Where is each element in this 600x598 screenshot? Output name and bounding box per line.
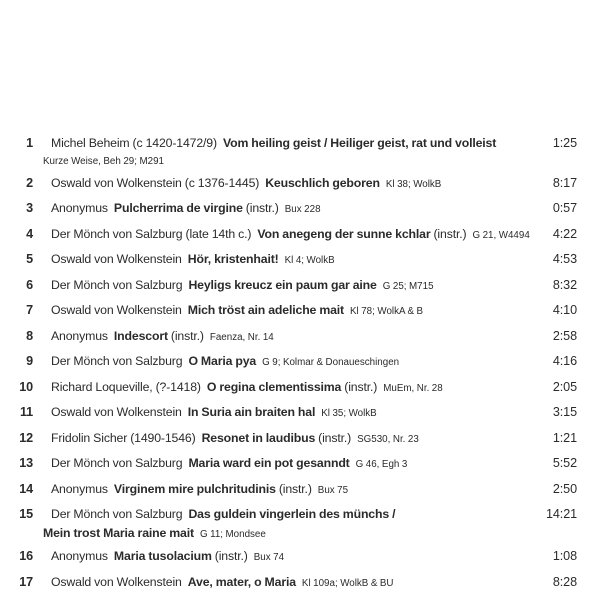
- track-number: 3: [26, 201, 33, 215]
- track-catalog-reference: SG530, Nr. 23: [357, 433, 419, 445]
- track-instrumental-note: (instr.): [278, 481, 312, 496]
- track-row: [17, 199, 577, 220]
- track-row: [17, 573, 577, 594]
- track-instrumental-note: (instr.): [170, 328, 204, 343]
- track-composer: Anonymus: [51, 201, 108, 215]
- track-duration: 0:57: [552, 201, 577, 215]
- track-row: [17, 480, 577, 501]
- track-info-line1: [51, 329, 274, 343]
- track-number: 4: [26, 226, 33, 241]
- track-duration: 14:21: [545, 507, 577, 521]
- track-title: Das guldein vingerlein des münchs /: [188, 507, 396, 521]
- track-composer: Oswald von Wolkenstein: [51, 252, 182, 266]
- track-title: O Maria pya: [188, 354, 257, 368]
- track-info: [43, 352, 535, 373]
- track-composer: Der Mönch von Salzburg: [51, 456, 183, 470]
- track-title: In Suria ain braiten hal: [187, 405, 316, 419]
- track-composer: Oswald von Wolkenstein (c 1376-1445): [51, 175, 260, 190]
- track-info: [43, 199, 535, 220]
- track-catalog-reference: Kl 38; WolkB: [385, 178, 442, 190]
- track-catalog-reference: G 25; M715: [382, 280, 434, 292]
- track-number: 12: [19, 430, 33, 445]
- track-duration: 8:32: [552, 277, 577, 292]
- track-info-line1: [51, 176, 441, 190]
- track-composer: Der Mönch von Salzburg: [51, 354, 183, 368]
- track-duration: 4:53: [552, 252, 577, 266]
- track-catalog-reference: Bux 75: [317, 484, 349, 496]
- track-title: O regina clementissima: [206, 379, 342, 394]
- track-duration: 3:15: [552, 405, 577, 419]
- track-row: [17, 378, 577, 399]
- track-number: 8: [26, 328, 33, 343]
- track-title-continued: Mein trost Maria raine mait: [43, 525, 194, 540]
- track-row: [17, 134, 577, 169]
- track-duration: 1:21: [552, 430, 577, 445]
- track-row: [17, 174, 577, 195]
- track-duration: 2:05: [552, 379, 577, 394]
- track-duration: 4:22: [552, 226, 577, 241]
- track-catalog-reference: Bux 74: [253, 552, 285, 563]
- track-number: 17: [19, 574, 33, 589]
- track-instrumental-note: (instr.): [245, 201, 279, 215]
- track-duration: 8:28: [552, 574, 577, 589]
- track-number: 11: [19, 405, 33, 419]
- track-composer: Der Mönch von Salzburg: [51, 277, 183, 292]
- track-info: [43, 547, 535, 568]
- track-catalog-reference: Faenza, Nr. 14: [209, 331, 274, 343]
- track-duration: 1:08: [552, 549, 577, 563]
- track-instrumental-note: (instr.): [344, 379, 378, 394]
- track-catalog-reference-line2: G 11; Mondsee: [199, 528, 266, 540]
- track-catalog-reference: Kl 35; WolkB: [321, 408, 377, 419]
- track-composer: Fridolin Sicher (1490-1546): [51, 430, 196, 445]
- track-title: Maria tusolacium: [113, 549, 212, 563]
- track-row: [17, 403, 577, 424]
- track-row: [17, 352, 577, 373]
- track-info: [43, 174, 535, 195]
- track-info-line1: [51, 252, 335, 266]
- track-row: [17, 276, 577, 297]
- track-info-line1: [51, 575, 394, 589]
- track-catalog-reference: Kl 4; WolkB: [284, 255, 335, 266]
- track-info: [43, 573, 535, 594]
- track-title: Vom heiling geist / Heiliger geist, rat und volleist: [222, 136, 497, 150]
- track-row: [17, 454, 577, 475]
- track-number: 10: [19, 379, 33, 394]
- track-info: [43, 378, 535, 399]
- track-catalog-reference: Kl 78; WolkA & B: [350, 306, 424, 317]
- track-info-line1: [51, 136, 496, 150]
- track-catalog-reference: MuEm, Nr. 28: [383, 382, 443, 394]
- track-composer: Michel Beheim (c 1420-1472/9): [51, 136, 217, 150]
- track-title: Virginem mire pulchritudinis: [113, 481, 276, 496]
- track-info: [43, 429, 535, 450]
- track-composer: Der Mönch von Salzburg: [51, 507, 183, 521]
- track-title: Mich tröst ain adeliche mait: [187, 303, 344, 317]
- track-info-line1: [51, 380, 443, 394]
- track-catalog-reference: G 21, W4494: [472, 229, 530, 241]
- track-number: 13: [19, 456, 33, 470]
- track-row: [17, 429, 577, 450]
- track-composer: Der Mönch von Salzburg (late 14th c.): [51, 226, 252, 241]
- track-info-line1: [51, 431, 419, 445]
- track-row: [17, 327, 577, 348]
- track-title: Indescort: [113, 328, 168, 343]
- track-duration: 4:16: [552, 354, 577, 368]
- track-info-line1: [51, 354, 399, 368]
- track-row: [17, 547, 577, 568]
- track-info: [43, 454, 535, 475]
- track-composer: Anonymus: [51, 328, 108, 343]
- track-info: [43, 301, 535, 322]
- track-composer: Anonymus: [51, 549, 108, 563]
- track-info-line1: [51, 405, 377, 419]
- track-number: 16: [19, 549, 33, 563]
- track-info-line1: [51, 303, 423, 317]
- track-composer: Richard Loqueville, (?-1418): [51, 379, 201, 394]
- track-source-note: Kurze Weise, Beh 29; M291: [43, 155, 165, 167]
- track-instrumental-note: (instr.): [318, 430, 352, 445]
- track-composer: Oswald von Wolkenstein: [51, 405, 182, 419]
- track-title: Ave, mater, o Maria: [187, 574, 296, 589]
- track-info: [43, 505, 535, 542]
- track-duration: 2:58: [552, 328, 577, 343]
- track-duration: 1:25: [552, 136, 577, 150]
- track-info-line1: [51, 227, 530, 241]
- track-number: 2: [26, 175, 33, 190]
- track-info: [43, 250, 535, 271]
- track-info: [43, 225, 535, 246]
- track-duration: 5:52: [552, 456, 577, 470]
- track-number: 14: [19, 481, 33, 496]
- track-info-line1: [51, 549, 284, 563]
- track-info-line1: [51, 278, 434, 292]
- track-info: [43, 276, 535, 297]
- track-number: 1: [26, 136, 33, 150]
- track-catalog-reference: Bux 228: [284, 204, 321, 215]
- track-info: [43, 403, 535, 424]
- track-number: 7: [26, 303, 33, 317]
- track-info-line2: [43, 153, 535, 169]
- track-catalog-reference: Kl 109a; WolkB & BU: [301, 577, 394, 589]
- track-info: [43, 134, 535, 169]
- track-info-line2: [43, 524, 535, 543]
- track-row: [17, 225, 577, 246]
- track-duration: 2:50: [552, 481, 577, 496]
- track-info-line1: [51, 201, 321, 215]
- track-list: [17, 134, 577, 593]
- track-number: 15: [19, 507, 33, 521]
- track-number: 5: [26, 252, 33, 266]
- track-title: Von anegeng der sunne kchlar: [257, 226, 431, 241]
- track-catalog-reference: G 46, Egh 3: [355, 459, 408, 470]
- track-title: Keuschlich geboren: [265, 175, 380, 190]
- track-title: Heyligs kreucz ein paum gar aine: [188, 277, 377, 292]
- track-info-line1: [51, 507, 395, 521]
- track-row: [17, 505, 577, 542]
- track-info: [43, 327, 535, 348]
- track-composer: Oswald von Wolkenstein: [51, 574, 182, 589]
- track-instrumental-note: (instr.): [214, 549, 248, 563]
- track-title: Pulcherrima de virgine: [113, 201, 243, 215]
- track-number: 9: [26, 354, 33, 368]
- track-composer: Anonymus: [51, 481, 108, 496]
- track-duration: 4:10: [552, 303, 577, 317]
- track-title: Resonet in laudibus: [201, 430, 316, 445]
- track-info-line1: [51, 482, 348, 496]
- track-row: [17, 250, 577, 271]
- track-instrumental-note: (instr.): [433, 226, 467, 241]
- track-catalog-reference: G 9; Kolmar & Donaueschingen: [262, 357, 400, 368]
- track-title: Maria ward ein pot gesanndt: [188, 456, 350, 470]
- track-info: [43, 480, 535, 501]
- track-title: Hör, kristenhait!: [187, 252, 279, 266]
- track-number: 6: [26, 277, 33, 292]
- track-info-line1: [51, 456, 407, 470]
- track-row: [17, 301, 577, 322]
- track-duration: 8:17: [552, 175, 577, 190]
- track-composer: Oswald von Wolkenstein: [51, 303, 182, 317]
